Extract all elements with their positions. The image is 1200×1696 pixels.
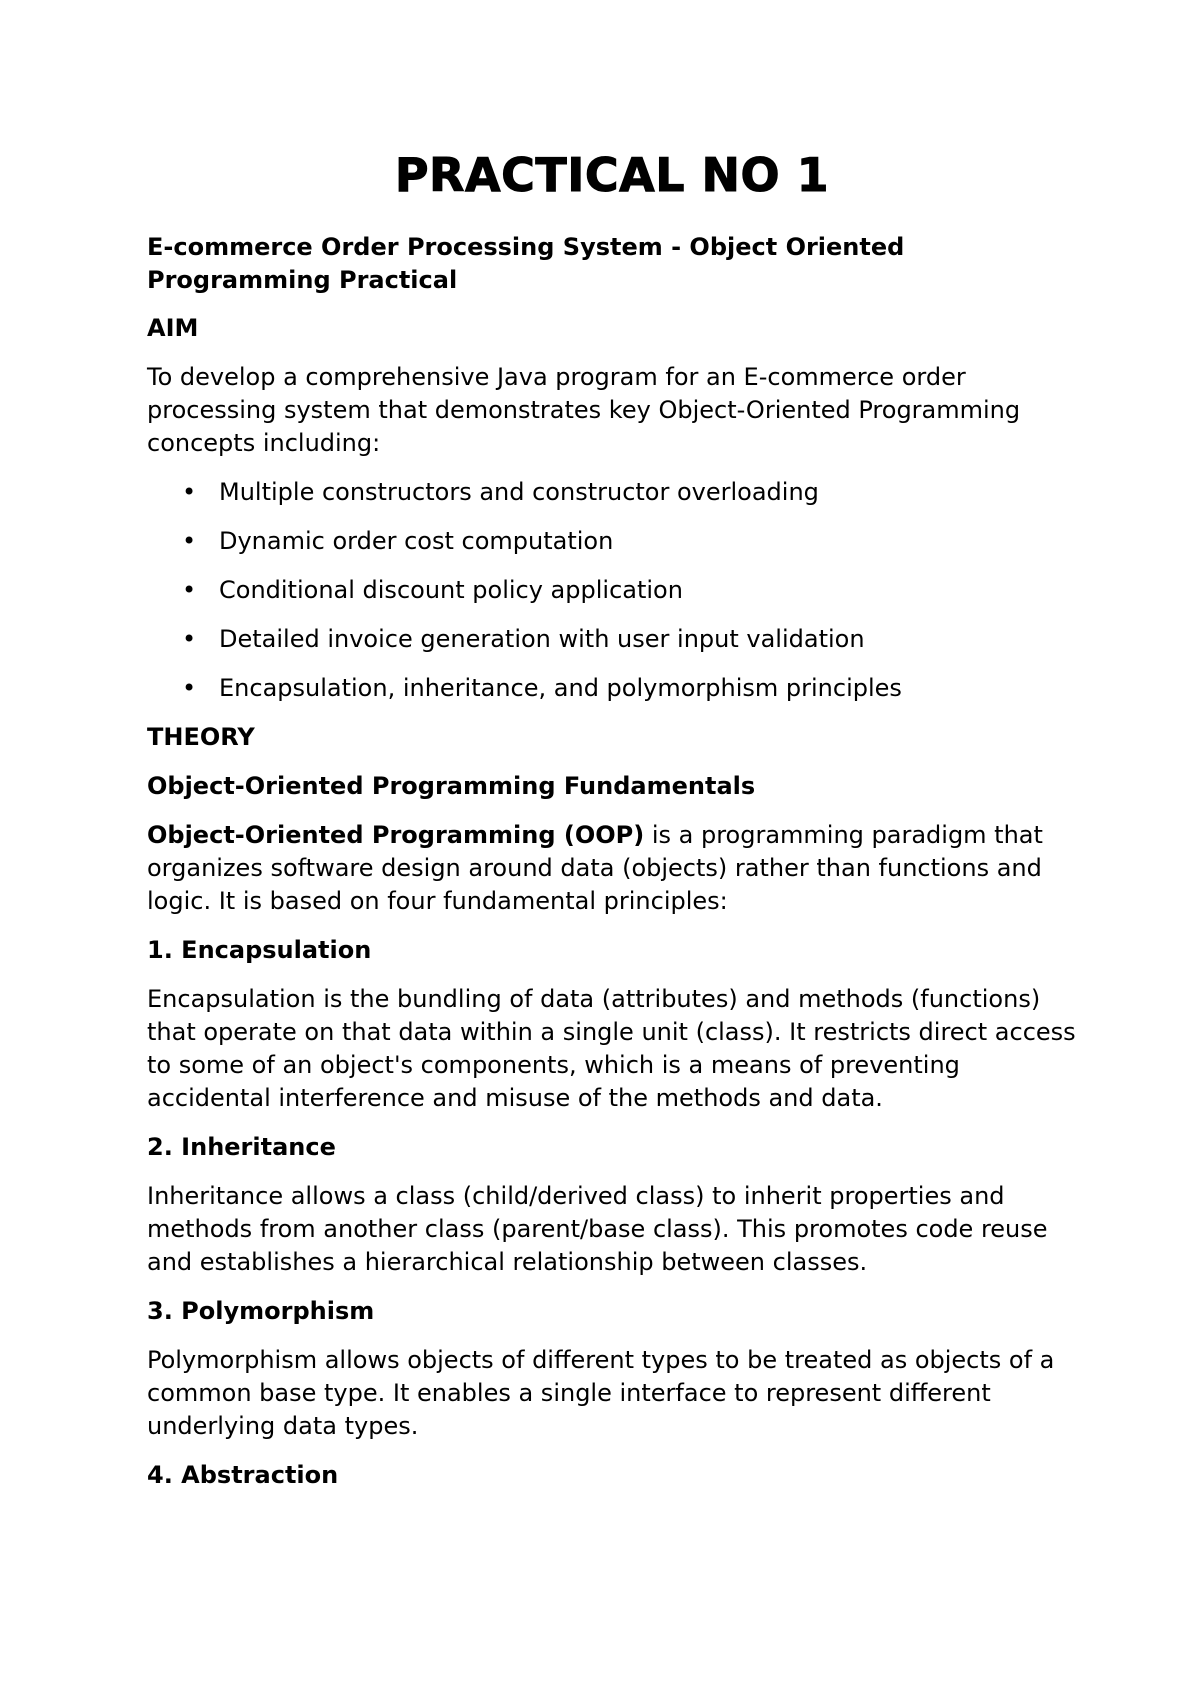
bullet-text: Encapsulation, inheritance, and polymorphism principles <box>219 673 902 702</box>
theory-intro-bold: Object-Oriented Programming (OOP) <box>147 820 645 849</box>
section-text-inheritance: Inheritance allows a class (child/derived class) to inherit properties and methods from another class (parent/base class). This promotes code reuse and establishes a hierarchical relationship between classes. <box>147 1181 1048 1276</box>
bullet-text: Detailed invoice generation with user input validation <box>219 624 865 653</box>
list-item <box>147 476 1077 509</box>
bullet-text: Multiple constructors and constructor overloading <box>219 477 819 506</box>
theory-intro <box>147 819 1077 918</box>
section-heading-inheritance: 2. Inheritance <box>147 1132 336 1161</box>
theory-heading: THEORY <box>147 722 255 751</box>
theory-subheading: Object-Oriented Programming Fundamentals <box>147 771 756 800</box>
bullet-icon: • <box>182 477 197 506</box>
bullet-text: Dynamic order cost computation <box>219 526 614 555</box>
bullet-icon: • <box>182 673 197 702</box>
bullet-icon: • <box>182 575 197 604</box>
section-text-encapsulation: Encapsulation is the bundling of data (attributes) and methods (functions) that operate on that data within a single unit (class). It restricts direct access to some of an object's components, which is a means of preventing accidental interference and misuse of the methods and data. <box>147 984 1076 1112</box>
section-text-polymorphism: Polymorphism allows objects of different types to be treated as objects of a common base type. It enables a single interface to represent different underlying data types. <box>147 1345 1055 1440</box>
document-page <box>147 150 1077 1508</box>
aim-bullet-list <box>147 476 1077 705</box>
section-heading-abstraction: 4. Abstraction <box>147 1460 339 1489</box>
section-heading-polymorphism: 3. Polymorphism <box>147 1296 375 1325</box>
list-item <box>147 672 1077 705</box>
aim-text: To develop a comprehensive Java program for an E-commerce order processing system that demonstrates key Object-Oriented Programming concepts including: <box>147 362 1021 457</box>
theory-intro-rest: is a programming paradigm that organizes software design around data (objects) rather than functions and logic. It is based on four fundamental principles: <box>147 820 1043 915</box>
bullet-text: Conditional discount policy application <box>219 575 683 604</box>
section-heading-encapsulation: 1. Encapsulation <box>147 935 372 964</box>
bullet-icon: • <box>182 624 197 653</box>
list-item <box>147 525 1077 558</box>
document-subtitle: E-commerce Order Processing System - Object Oriented Programming Practical <box>147 232 905 294</box>
bullet-icon: • <box>182 526 197 555</box>
document-title: PRACTICAL NO 1 <box>394 148 830 202</box>
list-item <box>147 574 1077 607</box>
list-item <box>147 623 1077 656</box>
aim-heading: AIM <box>147 313 199 342</box>
